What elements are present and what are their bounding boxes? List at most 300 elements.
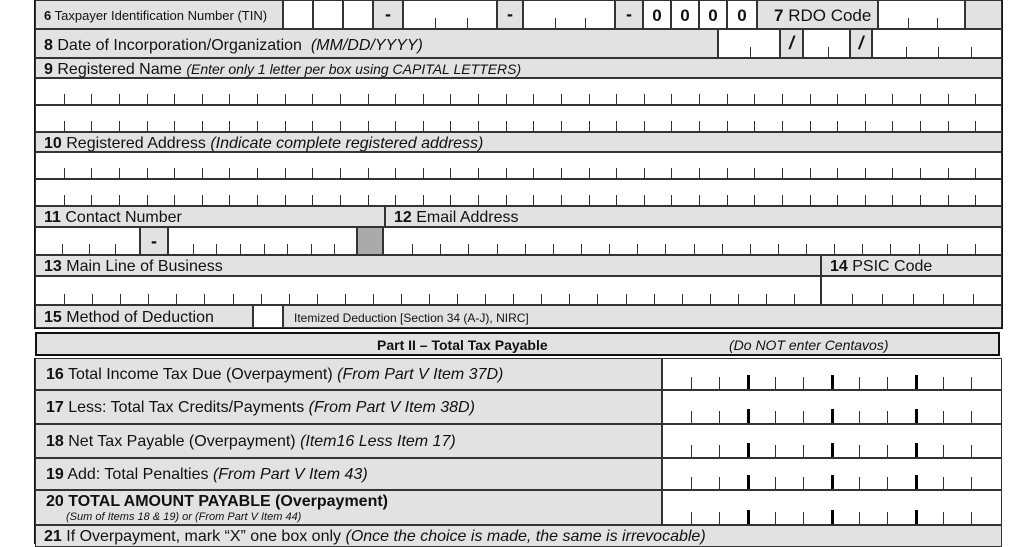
box-divider [616, 94, 617, 104]
item19-amount-field[interactable] [662, 458, 1002, 490]
digit-divider [691, 445, 692, 457]
box-divider [62, 244, 63, 254]
digit-divider [915, 510, 918, 524]
branch-digit[interactable]: 0 [671, 0, 699, 29]
box-divider [64, 168, 65, 178]
box-divider [91, 94, 92, 104]
box-divider [937, 18, 938, 28]
digit-divider [719, 477, 720, 489]
box-divider [906, 47, 907, 57]
box-divider [837, 121, 838, 131]
box-divider [174, 121, 175, 131]
box-divider [119, 94, 120, 104]
item17-amount-field[interactable] [662, 390, 1002, 424]
box-divider [312, 195, 313, 205]
box-divider [368, 168, 369, 178]
box-divider [64, 294, 65, 304]
box-divider [865, 121, 866, 131]
box-divider [525, 244, 526, 254]
digit-divider [915, 443, 918, 457]
box-divider [312, 94, 313, 104]
box-divider [810, 121, 811, 131]
item18-label [35, 424, 662, 458]
box-divider [450, 121, 451, 131]
box-divider [147, 168, 148, 178]
contact-area-code[interactable] [35, 227, 140, 255]
box-divider [694, 244, 695, 254]
item18-amount-field[interactable] [662, 424, 1002, 458]
box-divider [892, 168, 893, 178]
box-divider [204, 294, 205, 304]
box-divider [216, 244, 217, 254]
box-divider [513, 294, 514, 304]
item-number: 10 [44, 135, 62, 152]
item-number: 8 [44, 37, 53, 54]
tin-box[interactable] [313, 0, 343, 29]
digit-divider [831, 475, 834, 489]
box-divider [947, 244, 948, 254]
box-divider [533, 94, 534, 104]
box-divider [478, 195, 479, 205]
tin-dash: - [615, 0, 643, 29]
box-divider [115, 244, 116, 254]
box-divider [555, 18, 556, 28]
item-number: 9 [44, 61, 53, 78]
box-divider [506, 121, 507, 131]
box-divider [264, 244, 265, 254]
date-slash: / [850, 29, 872, 58]
box-divider [948, 168, 949, 178]
box-divider [671, 121, 672, 131]
box-divider [852, 294, 853, 304]
box-divider [975, 244, 976, 254]
box-divider [401, 294, 402, 304]
contact-dash: - [140, 227, 168, 255]
box-divider [261, 294, 262, 304]
box-divider [561, 94, 562, 104]
box-divider [506, 94, 507, 104]
digit-divider [775, 512, 776, 524]
box-divider [340, 94, 341, 104]
digit-divider [943, 445, 944, 457]
registered-name-line-2[interactable] [35, 105, 1002, 132]
box-divider [497, 244, 498, 254]
box-divider [589, 94, 590, 104]
box-divider [533, 168, 534, 178]
box-divider [837, 168, 838, 178]
box-divider [828, 47, 829, 57]
box-divider [89, 244, 90, 254]
box-divider [334, 244, 335, 254]
tin-group-2[interactable] [403, 0, 497, 29]
box-divider [890, 244, 891, 254]
hint-text: (Once the choice is made, the same is irrevocable) [345, 528, 706, 545]
digit-divider [747, 443, 750, 457]
item-number: 13 [44, 258, 62, 275]
box-divider [202, 121, 203, 131]
box-divider [468, 244, 469, 254]
digit-divider [747, 375, 750, 389]
box-divider [240, 244, 241, 254]
box-divider [345, 294, 346, 304]
registered-address-line-1[interactable] [35, 152, 1002, 179]
box-divider [810, 94, 811, 104]
label-text: Less: Total Tax Credits/Payments [68, 399, 305, 416]
digit-divider [859, 512, 860, 524]
box-divider [865, 195, 866, 205]
item15-label [35, 305, 253, 328]
box-divider [229, 195, 230, 205]
box-divider [478, 168, 479, 178]
box-divider [429, 294, 430, 304]
label-text: Registered Address [66, 135, 206, 152]
box-divider [285, 195, 286, 205]
box-divider [699, 94, 700, 104]
digit-divider [719, 445, 720, 457]
item-number: 19 [46, 466, 64, 483]
box-divider [699, 121, 700, 131]
box-divider [975, 94, 976, 104]
box-divider [440, 244, 441, 254]
digit-divider [719, 512, 720, 524]
digit-divider [803, 512, 804, 524]
box-divider [289, 294, 290, 304]
label-text: TOTAL AMOUNT PAYABLE (Overpayment) [68, 493, 389, 510]
box-divider [395, 94, 396, 104]
item20-label [35, 490, 662, 525]
box-divider [671, 195, 672, 205]
box-divider [435, 18, 436, 28]
itemized-deduction-checkbox[interactable] [253, 305, 283, 328]
digit-divider [719, 377, 720, 389]
item-number: 15 [44, 309, 62, 326]
box-divider [202, 168, 203, 178]
box-divider [644, 94, 645, 104]
box-divider [368, 121, 369, 131]
box-divider [229, 121, 230, 131]
box-divider [973, 294, 974, 304]
box-divider [892, 195, 893, 205]
date-year[interactable] [872, 29, 1002, 58]
psic-code-field[interactable] [821, 276, 1002, 305]
box-divider [533, 195, 534, 205]
box-divider [948, 94, 949, 104]
box-divider [766, 294, 767, 304]
item11-label [35, 206, 385, 227]
box-divider [561, 168, 562, 178]
label-text: Method of Deduction [66, 309, 214, 326]
box-divider [654, 294, 655, 304]
box-divider [457, 294, 458, 304]
digit-divider [943, 411, 944, 423]
box-divider [738, 294, 739, 304]
itemized-deduction-option: Itemized Deduction [Section 34 (A-J), NIRC] [283, 305, 1002, 328]
item-number: 6 [44, 8, 52, 23]
box-divider [478, 121, 479, 131]
box-divider [750, 47, 751, 57]
hint-text: (MM/DD/YYYY) [310, 37, 423, 54]
box-divider [147, 195, 148, 205]
tin-group-3[interactable] [523, 0, 615, 29]
box-divider [450, 94, 451, 104]
item-number: 18 [46, 433, 64, 450]
label-text: Taxpayer Identification Number (TIN) [54, 8, 268, 23]
tin-dash: - [373, 0, 403, 29]
box-divider [637, 244, 638, 254]
box-divider [423, 168, 424, 178]
tin-box[interactable] [283, 0, 313, 29]
box-divider [920, 195, 921, 205]
box-divider [119, 121, 120, 131]
digit-divider [775, 445, 776, 457]
item8-label [35, 29, 718, 58]
digit-divider [887, 445, 888, 457]
box-divider [229, 168, 230, 178]
digit-divider [747, 510, 750, 524]
box-divider [257, 195, 258, 205]
box-divider [64, 94, 65, 104]
box-divider [553, 244, 554, 254]
box-divider [202, 94, 203, 104]
box-divider [147, 121, 148, 131]
digit-divider [859, 411, 860, 423]
digit-divider [831, 443, 834, 457]
box-divider [754, 195, 755, 205]
box-divider [806, 244, 807, 254]
box-divider [478, 94, 479, 104]
box-divider [943, 294, 944, 304]
box-divider [794, 294, 795, 304]
box-divider [908, 18, 909, 28]
box-divider [533, 121, 534, 131]
date-day[interactable] [803, 29, 850, 58]
digit-divider [859, 377, 860, 389]
box-divider [920, 94, 921, 104]
branch-digit[interactable]: 0 [727, 0, 757, 29]
digit-divider [803, 377, 804, 389]
box-divider [395, 168, 396, 178]
box-divider [913, 294, 914, 304]
box-divider [834, 244, 835, 254]
date-month[interactable] [718, 29, 780, 58]
box-divider [919, 244, 920, 254]
digit-divider [859, 477, 860, 489]
contact-number-field[interactable] [168, 227, 357, 255]
box-divider [837, 94, 838, 104]
box-divider [467, 18, 468, 28]
box-divider [193, 244, 194, 254]
digit-divider [803, 411, 804, 423]
branch-digit[interactable]: 0 [699, 0, 727, 29]
branch-digit[interactable]: 0 [643, 0, 671, 29]
item20-title [46, 493, 661, 511]
digit-divider [831, 409, 834, 423]
box-divider [412, 244, 413, 254]
box-divider [597, 294, 598, 304]
box-divider [569, 294, 570, 304]
box-divider [174, 94, 175, 104]
rdo-code-field[interactable] [878, 0, 965, 29]
box-divider [423, 94, 424, 104]
box-divider [91, 195, 92, 205]
box-divider [782, 121, 783, 131]
box-divider [727, 94, 728, 104]
digit-divider [943, 377, 944, 389]
digit-divider [971, 477, 972, 489]
digit-divider [915, 375, 918, 389]
registered-name-line-1[interactable] [35, 78, 1002, 105]
box-divider [450, 168, 451, 178]
digit-divider [831, 510, 834, 524]
box-divider [892, 121, 893, 131]
digit-divider [971, 411, 972, 423]
box-divider [589, 195, 590, 205]
box-divider [589, 121, 590, 131]
box-divider [340, 121, 341, 131]
digit-divider [943, 477, 944, 489]
box-divider [285, 168, 286, 178]
part2-header [35, 332, 1000, 356]
digit-divider [775, 411, 776, 423]
item-number: 11 [44, 209, 61, 226]
box-divider [782, 94, 783, 104]
box-divider [148, 294, 149, 304]
digit-divider [971, 377, 972, 389]
box-divider [506, 168, 507, 178]
box-divider [971, 47, 972, 57]
item-number: 20 [46, 493, 64, 510]
box-divider [975, 195, 976, 205]
item16-amount-field[interactable] [662, 358, 1002, 390]
label-text: Contact Number [65, 209, 182, 226]
box-divider [317, 294, 318, 304]
box-divider [665, 244, 666, 254]
digit-divider [915, 409, 918, 423]
box-divider [395, 121, 396, 131]
box-divider [882, 294, 883, 304]
digit-divider [915, 475, 918, 489]
box-divider [92, 294, 93, 304]
box-divider [174, 168, 175, 178]
registered-address-line-2[interactable] [35, 179, 1002, 206]
box-divider [782, 168, 783, 178]
digit-divider [691, 477, 692, 489]
box-divider [285, 94, 286, 104]
digit-divider [971, 512, 972, 524]
box-divider [644, 195, 645, 205]
box-divider [312, 168, 313, 178]
box-divider [710, 294, 711, 304]
box-divider [423, 121, 424, 131]
label-text: Date of Incorporation/Organization [57, 37, 302, 54]
box-divider [202, 195, 203, 205]
digit-divider [803, 445, 804, 457]
label-text: RDO Code [788, 6, 872, 25]
box-divider [727, 168, 728, 178]
label-text: PSIC Code [852, 258, 933, 275]
digit-divider [775, 477, 776, 489]
digit-divider [887, 477, 888, 489]
digit-divider [747, 475, 750, 489]
item-number: 16 [46, 366, 64, 383]
item16-label [35, 358, 662, 390]
box-divider [616, 121, 617, 131]
digit-divider [887, 512, 888, 524]
box-divider [862, 244, 863, 254]
box-divider [373, 294, 374, 304]
hint-text: (From Part V Item 38D) [308, 399, 475, 416]
box-divider [810, 195, 811, 205]
box-divider [948, 121, 949, 131]
box-divider [368, 195, 369, 205]
digit-divider [831, 375, 834, 389]
main-line-of-business-field[interactable] [35, 276, 821, 305]
part2-title: Part II – Total Tax Payable [377, 337, 548, 353]
item-number: 21 [44, 528, 62, 545]
filler [357, 227, 383, 255]
box-divider [626, 294, 627, 304]
item17-label [35, 390, 662, 424]
box-divider [176, 294, 177, 304]
box-divider [257, 168, 258, 178]
box-divider [229, 94, 230, 104]
item-number: 17 [46, 399, 64, 416]
box-divider [975, 168, 976, 178]
hint-text: (Enter only 1 letter per box using CAPITAL LETTERS) [186, 61, 522, 77]
item9-label [35, 58, 1002, 78]
box-divider [64, 195, 65, 205]
box-divider [257, 121, 258, 131]
box-divider [938, 47, 939, 57]
box-divider [754, 168, 755, 178]
hint-text: (Sum of Items 18 & 19) or (From Part V Item 44) [66, 511, 302, 523]
box-divider [340, 195, 341, 205]
digit-divider [887, 411, 888, 423]
label-text: Net Tax Payable (Overpayment) [68, 433, 296, 450]
item-number: 7 [774, 6, 784, 25]
digit-divider [691, 377, 692, 389]
digit-divider [719, 411, 720, 423]
tin-dash: - [497, 0, 523, 29]
box-divider [585, 18, 586, 28]
box-divider [682, 294, 683, 304]
box-divider [257, 94, 258, 104]
box-divider [865, 168, 866, 178]
box-divider [561, 121, 562, 131]
box-divider [865, 94, 866, 104]
box-divider [920, 121, 921, 131]
email-address-field[interactable] [383, 227, 1002, 255]
item20-amount-field[interactable] [662, 490, 1002, 525]
item6-label [35, 0, 283, 29]
box-divider [722, 244, 723, 254]
tin-box[interactable] [343, 0, 373, 29]
box-divider [727, 121, 728, 131]
box-divider [699, 195, 700, 205]
label-text: Registered Name [57, 61, 182, 78]
filler [965, 0, 1002, 29]
box-divider [754, 121, 755, 131]
date-slash: / [780, 29, 803, 58]
box-divider [671, 168, 672, 178]
box-divider [778, 244, 779, 254]
digit-divider [691, 512, 692, 524]
hint-text: (From Part V Item 37D) [337, 366, 504, 383]
box-divider [892, 94, 893, 104]
label-text: Email Address [416, 209, 519, 226]
digit-divider [943, 512, 944, 524]
part2-note: (Do NOT enter Centavos) [729, 337, 889, 353]
